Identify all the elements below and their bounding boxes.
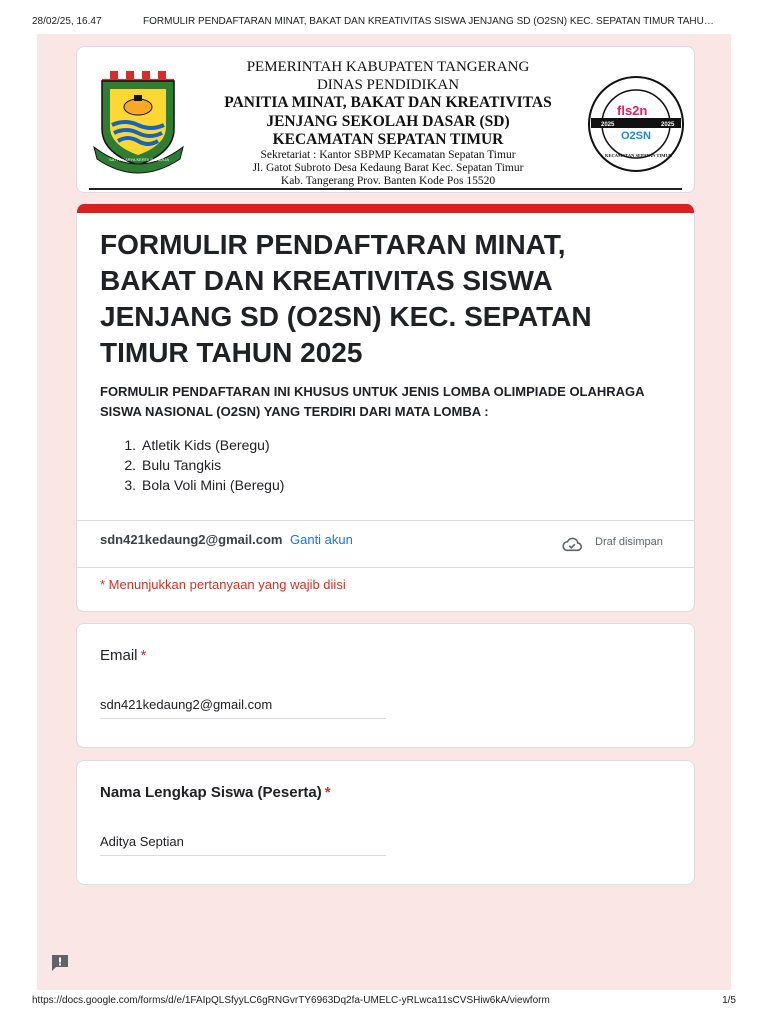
required-asterisk: * [324,784,331,801]
kop-line-3: PANITIA MINAT, BAKAT DAN KREATIVITAS [224,94,552,112]
fls2n-o2sn-logo [587,75,685,173]
kop-address-2: Jl. Gatot Subroto Desa Kedaung Barat Kec. Sepatan Timur [252,162,524,175]
account-email: sdn421kedaung2@gmail.com [100,532,283,547]
draft-status: Draf disimpan [595,536,663,548]
account-row [77,520,694,568]
print-timestamp: 28/02/25, 16.47 [32,16,102,27]
print-page-number: 1/5 [722,995,736,1006]
kop-line-5: KECAMATAN SEPATAN TIMUR [272,130,504,148]
cloud-check-icon [561,535,583,553]
switch-account-link[interactable]: Ganti akun [290,532,353,547]
list-item: 2. Bulu Tangkis [124,457,222,473]
required-note: * Menunjukkan pertanyaan yang wajib diisi [100,577,346,592]
logo-left-motto: SATYA KARYA KERTA RAHARJA [108,157,170,162]
kop-line-2: DINAS PENDIDIKAN [316,76,460,93]
logo-right-caption: KECAMATAN SEPATAN TIMUR [605,153,673,158]
print-footer [32,995,736,1009]
theme-color-bar [77,204,694,213]
letterhead-text [195,59,581,188]
form-header-card [76,204,695,612]
required-asterisk: * [140,647,147,664]
question-card-nama-siswa [76,760,695,885]
list-item: 3. Bola Voli Mini (Beregu) [124,477,285,493]
logo-right-year-right: 2025 [661,122,675,128]
question-card-email [76,623,695,748]
email-field[interactable]: sdn421kedaung2@gmail.com [100,697,386,719]
form-description: FORMULIR PENDAFTARAN INI KHUSUS UNTUK JENIS LOMBA OLIMPIADE OLAHRAGA SISWA NASIONAL (O2SN) YANG TERDIRI DARI MATA LOMBA : [100,384,645,419]
header-banner-image [76,46,695,193]
list-item: 1. Atletik Kids (Beregu) [124,437,270,453]
form-title: FORMULIR PENDAFTARAN MINAT, BAKAT DAN KREATIVITAS SISWA JENJANG SD (O2SN) KEC. SEPATAN TIMUR TAHUN 2025 [100,229,592,368]
logo-right-brand: fls2n [617,103,648,118]
logo-right-sub: O2SN [621,130,651,142]
kop-address-1: Sekretariat : Kantor SBPMP Kecamatan Sepatan Timur [260,149,516,162]
feedback-icon[interactable] [50,953,70,973]
print-header [32,16,736,30]
kop-address-3: Kab. Tangerang Prov. Banten Kode Pos 15520 [280,174,496,187]
print-url: https://docs.google.com/forms/d/e/1FAIpQLSfyyLC6gRNGvrTY6963Dq2fa-UMELC-yRLwca11sCVSHiw6kA/viewform [32,995,550,1006]
print-page-title: FORMULIR PENDAFTARAN MINAT, BAKAT DAN KREATIVITAS SISWA JENJANG SD (O2SN) KEC. SEPATAN TIMUR TAHU… [143,16,714,27]
lomba-list [100,435,284,495]
kop-line-1: PEMERINTAH KABUPATEN TANGERANG [246,59,530,75]
student-name-field[interactable]: Aditya Septian [100,834,386,856]
question-label: Nama Lengkap Siswa (Peserta) * [100,784,331,801]
question-label: Email * [100,647,147,664]
kop-line-4: JENJANG SEKOLAH DASAR (SD) [266,112,510,130]
logo-right-year-left: 2025 [601,122,615,128]
letterhead-rule [89,188,682,190]
